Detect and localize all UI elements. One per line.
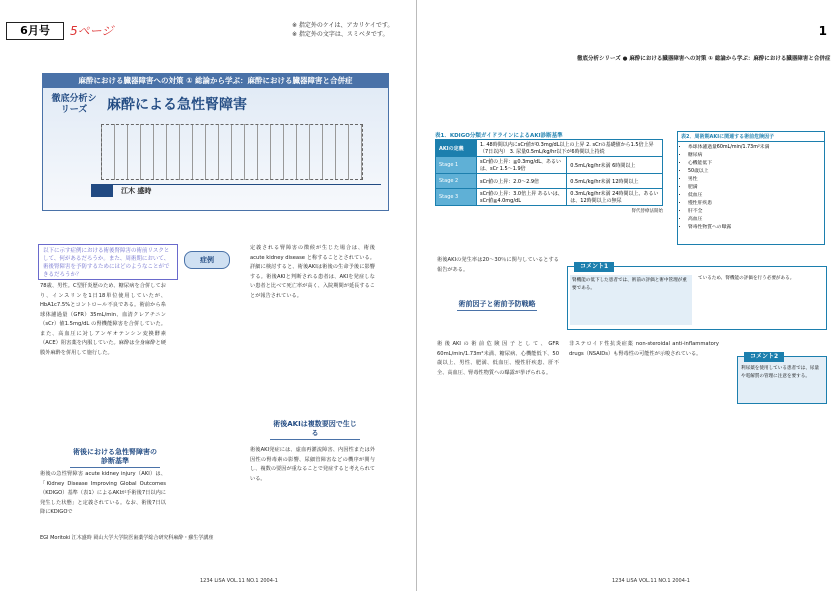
table-cell: sCr値の上昇：3.0倍上昇 あるいは、sCr値≧4.0mg/dL [477,189,567,206]
right-body-3: 非ステロイド性抗炎症薬 non-steroidal anti-inflammatory drugs（NSAIDs）も腎毒性の可能性が示唆されている。 [569,341,719,357]
right-body-2: 術後AKIの術前危険因子として、GFR 60mL/min/1.73m²未満、糖尿病、心機能低下、50歳以上、男性、肥満、低血圧、慢性肝疾患、肝不全、高血圧、腎毒性物質への曝露が挙げられる。 [437,341,559,376]
author-bar [91,184,381,197]
list-item: • 糖尿病 [688,152,824,160]
case-text: 78歳、男性。C型肝炎歴のため、糖尿病を合併しており、インスリンを1日18単位使用していたが、HbA1c7.5%とコントロール不良である。術前から糸球体濾過量（GFR）35mL/min、血清クレアチニン（sCr）値1.5mg/dL の腎機能障害を合併していた。また、高血圧に対しアンギオテンシン変換酵素（ACE）阻害薬を内服していた。麻酔は全身麻酔と硬膜外麻酔を併用して施行した。 [40,283,166,356]
note-line-2: ※ 指定外の文字は、スミベタです。 [292,31,389,38]
diagnosis-text: 術後の急性腎障害 acute kidney injury（AKI）は、「Kidney Disease Improving Global Outcomes（KDIGO）基準（表1）によるAKIが手術後7日以内に発生した状態」と定義されている。なお、術後7日以降にKDIGOで [40,471,166,515]
footer-left: 1234 LiSA VOL.11 NO.1 2004-1 [200,578,278,584]
list-item: • 低血圧 [688,192,824,200]
section-title-preop: 術前因子と術前予防戦略 [457,300,537,311]
factors-text: 術後AKI発症には、虚血再灌流障害、内因性または外因性の腎毒素の影響、尿細管障害などの機序が関与し、複数の要因が重なることで発症すると考えられている。 [250,447,375,482]
right-body-1: 術後AKIの発生率は20〜30％に関与しているとする報告がある。 [437,257,559,273]
comment-1-title: コメント1 [574,262,614,272]
comment-2-title: コメント2 [744,352,784,362]
author-note: EGI Moritoki 江木盛時 岡山大学大学院医歯薬学総合研究科麻酔・蘇生学講座 [40,535,214,541]
table-note: 腎代替療法開始 [631,209,663,214]
list-item: • 肥満 [688,184,824,192]
table-caption: 表1．KDIGO分類ガイドラインによるAKI診断基準 [435,133,563,139]
kdigo-table [435,131,663,243]
comment-1 [567,263,827,330]
table-cell: sCr値の上昇：2.0〜2.9倍 [477,174,567,189]
list-item: • 男性 [688,176,824,184]
section-title-diagnosis: 術後における急性腎障害の診断基準 [70,448,160,468]
title-placeholder-grid [101,124,363,180]
section-title-factors: 術後AKIは複数要因で生じる [270,420,360,440]
article-title: 麻酔による急性腎障害 [107,97,247,113]
risk-factor-box [677,131,825,245]
author-bar-mark [91,185,113,197]
comment-1-text-2: ているため、腎機能の評価を行う必要がある。 [698,276,795,281]
list-item: • 高血圧 [688,216,824,224]
case-badge: 症例 [184,251,230,269]
table-cell: Stage 3 [436,189,477,206]
list-item: • 心機能低下 [688,160,824,168]
comment-2 [737,353,827,404]
table-cell: sCr値の上昇：≧0.3mg/dL、あるいは、sCr 1.5〜1.9倍 [477,157,567,174]
table-cell: Stage 2 [436,174,477,189]
kdigo-grid [435,139,663,206]
running-header: 徹底分析シリーズ ● 麻酔における臓器障害への対策 ① 総論から学ぶ：麻酔における臓器障害と合併症 [577,56,831,62]
list-item: • 肝不全 [688,208,824,216]
question-box: 以下に示す症例における術後腎障害の術前リスクとして、何があるだろうか。また、周術期において、術後腎障害を予防するためにはどのようなことができるだろうか？ [38,244,178,280]
author-name: 江木 盛時 [121,187,152,195]
table-cell: AKIの定義 [436,140,477,157]
table-cell: 0.5mL/kg/hr未満 6時間以上 [567,157,663,174]
note-line-1: ※ 指定外のケイは、アカリケイです。 [292,22,394,29]
mid-column-text: 定義される腎障害の徴候が生じた場合は、術後 acute kidney disease と称することとされている。詳細に検討すると、術後AKIは術後の生命予後に影響する。術後AKIと判断される患者は、AKIを発症しない患者と比べて死亡率が高く、入院期間が延長することが報告されている。 [250,245,375,299]
list-item: • 50歳以上 [688,168,824,176]
table-cell: 0.5mL/kg/hr未満 12時間以上 [567,174,663,189]
print-notes [292,21,393,39]
list-item: • 糸球体濾過量60mL/min/1.73m²未満 [688,144,824,152]
risk-caption: 表2．周術期AKIに関連する術前危険因子 [678,132,824,142]
table-cell: 0.3mL/kg/hr未満 24時間以上、あるいは、12時間以上の無尿 [567,189,663,206]
comment-2-text: 利尿薬を使用している患者では、尿量や電解質の管理に注意を要する。 [741,366,820,379]
right-page [417,0,835,591]
title-banner [42,73,389,211]
risk-list [678,144,824,232]
footer-right: 1234 LiSA VOL.11 NO.1 2004-1 [612,578,690,584]
issue-label: 6月号 [6,22,64,40]
comment-1-text: 腎機能の低下した患者では、術前の評価と術中管理が重要である。 [570,275,692,325]
page-handwritten: 5ページ [70,24,114,38]
series-label: 徹底分析シリーズ [51,94,97,115]
banner-subtitle: 麻酔における臓器障害への対策 ① 総論から学ぶ：麻酔における臓器障害と合併症 [43,74,388,88]
page-number: 1 [818,24,827,38]
left-page [0,0,417,591]
list-item: • 腎毒性物質への曝露 [688,224,824,232]
table-cell: Stage 1 [436,157,477,174]
list-item: • 慢性肝疾患 [688,200,824,208]
table-cell: 1. 48時間以内にsCr値が0.3mg/dL以上の上昇 2. sCrの基礎値から1.5倍上昇（7日以内） 3. 尿量0.5mL/kg/hr以下が6時間以上持続 [477,140,663,157]
